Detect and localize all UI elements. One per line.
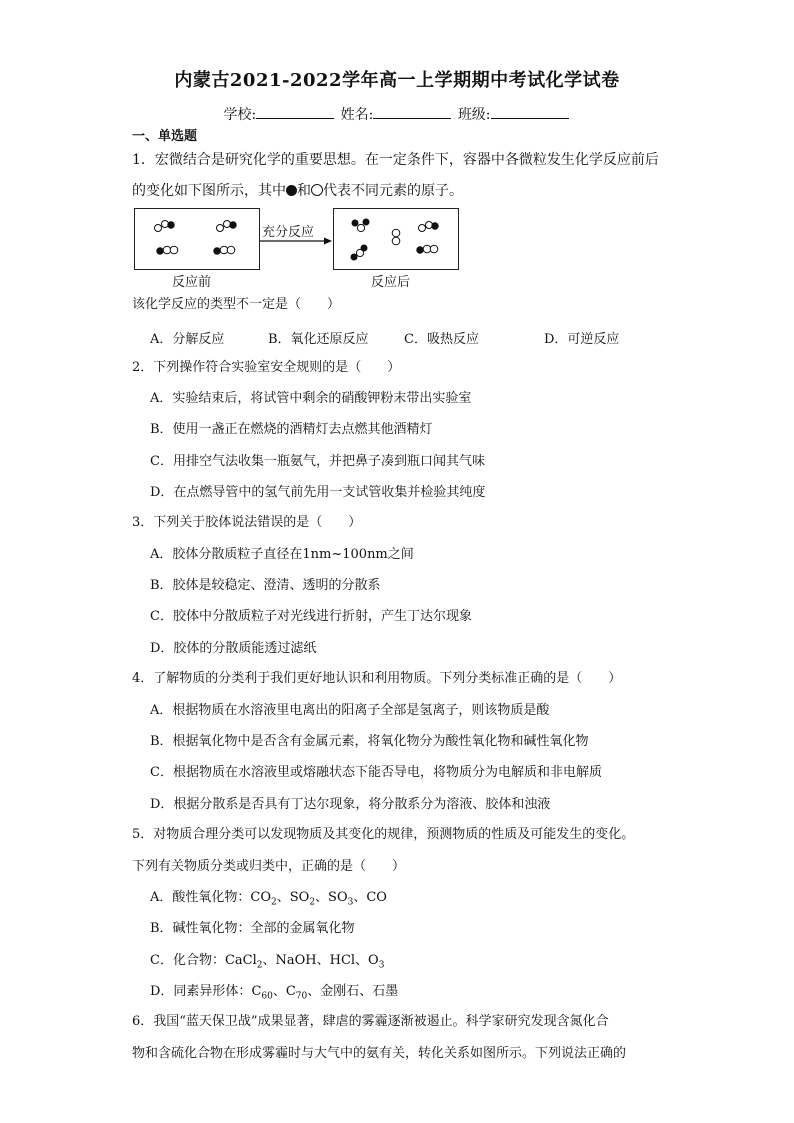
- q5-line1: 5．对物质合理分类可以发现物质及其变化的规律，预测物质的性质及可能发生的变化。: [132, 827, 635, 842]
- arrow-label: 充分反应: [262, 225, 315, 240]
- q6-line2: 物和含硫化合物在形成雾霾时与大气中的氨有关，转化关系如图所示。下列说法正确的: [132, 1046, 627, 1061]
- q6-line1: 6．我国“蓝天保卫战”成果显著，肆虐的雾霾逐渐被遏止。科学家研究发现含氮化合: [132, 1014, 609, 1029]
- school-label: 学校:: [223, 107, 257, 123]
- class-label: 班级:: [457, 107, 491, 123]
- black-atom-icon: [286, 185, 297, 196]
- school-blank[interactable]: [256, 105, 334, 119]
- q5-option-d[interactable]: D．同素异形体：$C_{60}$、$C_{70}$、金刚石、石墨: [150, 984, 399, 1002]
- before-reaction-box: [134, 208, 260, 270]
- section-heading: 一、单选题: [132, 129, 198, 144]
- reaction-arrow-icon: [260, 236, 332, 246]
- q3-option-b[interactable]: B．胶体是较稳定、澄清、透明的分散系: [150, 578, 381, 593]
- q2-option-b[interactable]: B．使用一盏正在燃烧的酒精灯去点燃其他酒精灯: [150, 422, 433, 437]
- q4-stem: 4．了解物质的分类利于我们更好地认识和利用物质。下列分类标准正确的是（ ）: [132, 671, 622, 686]
- after-label: 反应后: [371, 275, 411, 290]
- exam-title: 内蒙古2021-2022学年高一上学期期中考试化学试卷: [174, 70, 620, 91]
- before-label: 反应前: [172, 275, 212, 290]
- white-atom-icon: [311, 184, 323, 196]
- q1-line3: 该化学反应的类型不一定是（ ）: [132, 297, 341, 312]
- q4-option-b[interactable]: B．根据氧化物中是否含有金属元素，将氧化物分为酸性氧化物和碱性氧化物: [150, 734, 589, 749]
- q5-line2: 下列有关物质分类或归类中，正确的是（ ）: [132, 859, 406, 874]
- q4-option-c[interactable]: C．根据物质在水溶液里或熔融状态下能否导电，将物质分为电解质和非电解质: [150, 765, 602, 780]
- q5-option-c[interactable]: C．化合物：CaCl$_2$、NaOH、HCl、$O_3$: [150, 953, 385, 971]
- q4-option-a[interactable]: A．根据物质在水溶液里电离出的阳离子全部是氢离子，则该物质是酸: [150, 703, 550, 718]
- q1-option-a[interactable]: A．分解反应: [150, 332, 225, 347]
- after-molecules: [334, 209, 458, 269]
- before-molecules: [135, 209, 259, 269]
- after-reaction-box: [333, 208, 459, 270]
- student-info: [0, 104, 794, 124]
- q2-option-d[interactable]: D．在点燃导管中的氢气前先用一支试管收集并检验其纯度: [150, 485, 486, 500]
- q3-option-a[interactable]: A．胶体分散质粒子直径在1nm~100nm之间: [150, 547, 414, 562]
- name-label: 姓名:: [340, 107, 374, 123]
- q3-option-c[interactable]: C．胶体中分散质粒子对光线进行折射，产生丁达尔现象: [150, 609, 472, 624]
- q1-option-d[interactable]: D．可逆反应: [544, 332, 620, 347]
- q1-options: [150, 328, 619, 347]
- class-blank[interactable]: [491, 105, 569, 119]
- q5-option-b[interactable]: B．碱性氧化物：全部的金属氧化物: [150, 921, 355, 936]
- q2-option-a[interactable]: A．实验结束后，将试管中剩余的硝酸钾粉末带出实验室: [150, 391, 472, 406]
- q4-option-d[interactable]: D．根据分散系是否具有丁达尔现象，将分散系分为溶液、胶体和浊液: [150, 797, 551, 812]
- q2-stem: 2．下列操作符合实验室安全规则的是（ ）: [132, 360, 401, 375]
- q1-option-c[interactable]: C．吸热反应: [404, 332, 479, 347]
- q5-option-a[interactable]: A．酸性氧化物：$CO_2$、$SO_2$、$SO_3$、CO: [150, 890, 387, 908]
- q3-stem: 3．下列关于胶体说法错误的是（ ）: [132, 515, 362, 530]
- name-blank[interactable]: [373, 105, 451, 119]
- q1-option-b[interactable]: B．氧化还原反应: [268, 332, 369, 347]
- q1-line2: 的变化如下图所示，其中 和 代表不同元素的原子。: [132, 183, 463, 199]
- q1-line1: 1．宏微结合是研究化学的重要思想。在一定条件下，容器中各微粒发生化学反应前后: [132, 152, 659, 168]
- q3-option-d[interactable]: D．胶体的分散质能透过滤纸: [150, 641, 317, 656]
- q2-option-c[interactable]: C．用排空气法收集一瓶氨气，并把鼻子凑到瓶口闻其气味: [150, 454, 485, 469]
